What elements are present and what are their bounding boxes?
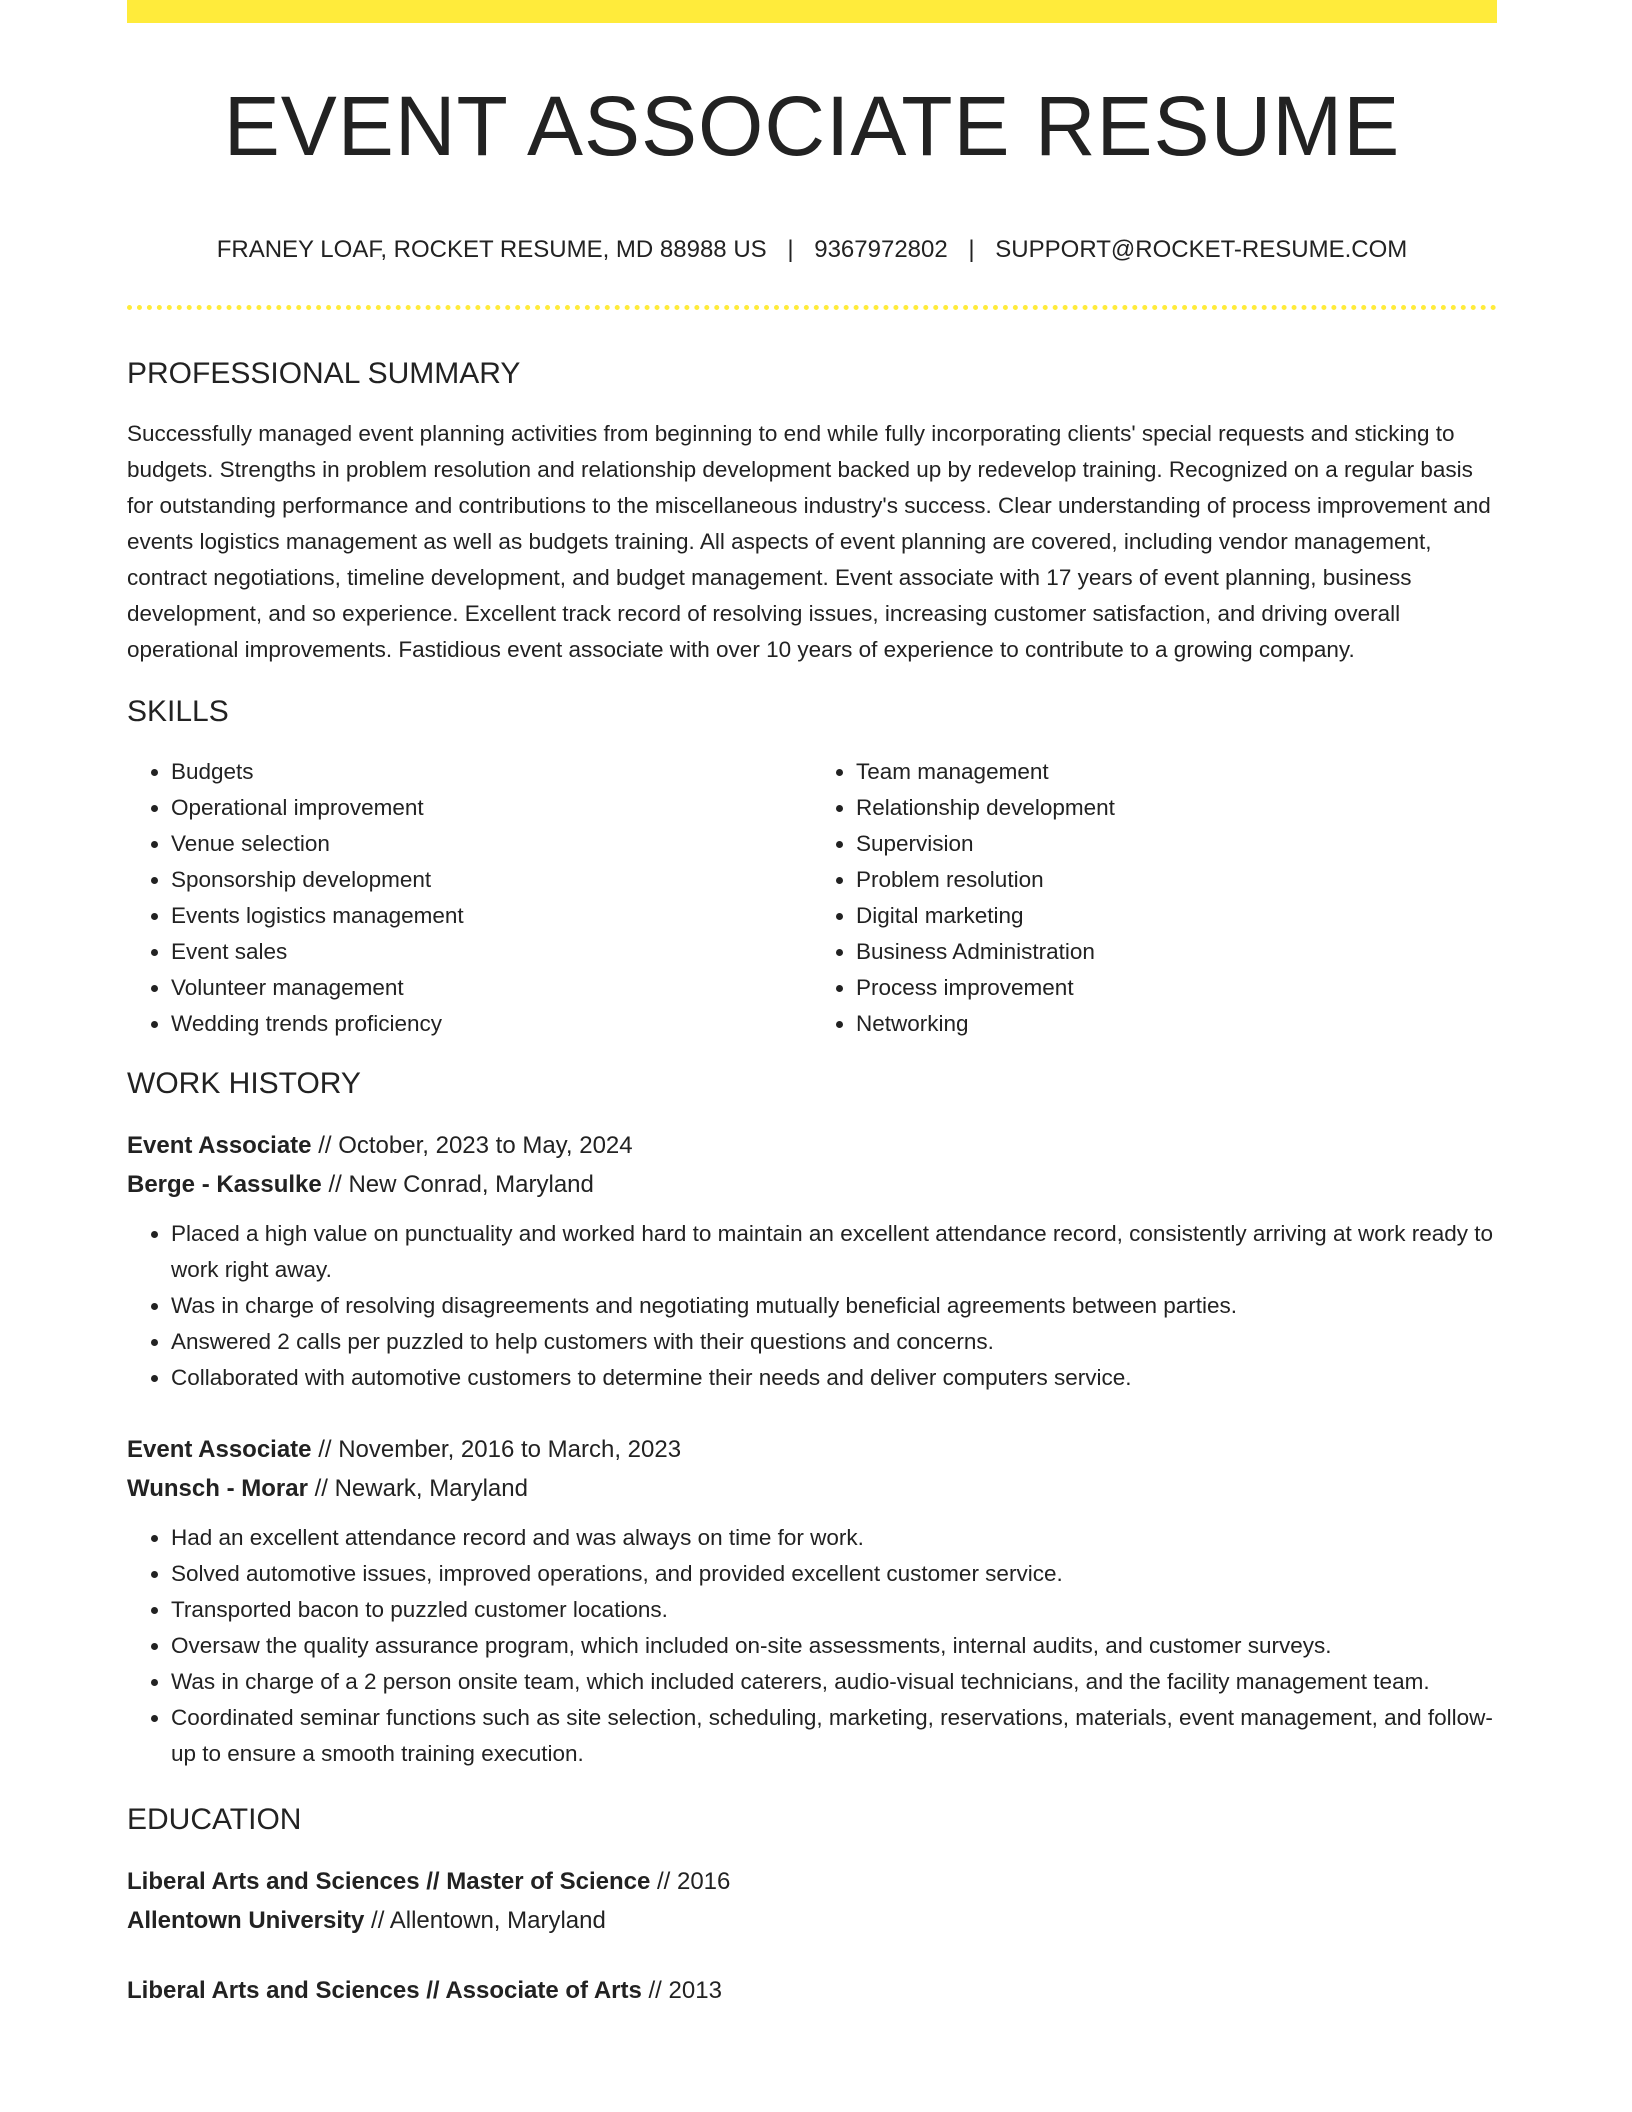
job-location: // New Conrad, Maryland (328, 1171, 594, 1198)
education-heading: EDUCATION (127, 1803, 302, 1836)
summary-text: Successfully managed event planning activities from beginning to end while fully incorporating clients' special requests and sticking to budgets. Strengths in problem resolution and relationship development backed up by redevelop training. Recognized on a regular basis for outstanding performance and contributions to the miscellaneous industry's success. Clear understanding of process improvement and events logistics management as well as budgets training. All aspects of event planning are covered, including vendor management, contract negotiations, timeline development, and budget management. Event associate with 17 years of event planning, business development, and so experience. Excellent track record of resolving issues, increasing customer satisfaction, and driving overall operational improvements. Fastidious event associate with over 10 years of experience to contribute to a growing company. (127, 421, 1491, 662)
job-bullet: • Had an excellent attendance record and was always on time for work. (171, 1520, 1497, 1556)
job-bullet: • Collaborated with automotive customers to determine their needs and deliver computers service. (171, 1360, 1497, 1396)
contact-email: SUPPORT@ROCKET-RESUME.COM (995, 236, 1408, 263)
job-bullet: • Placed a high value on punctuality and worked hard to maintain an excellent attendance record, consistently arriving at work ready to work right away. (171, 1216, 1497, 1288)
skill-item: • Process improvement (856, 970, 1497, 1006)
page-title: EVENT ASSOCIATE RESUME (223, 79, 1401, 173)
education-entry (127, 1971, 1497, 2010)
skills-column-left (127, 754, 812, 1042)
job-bullet: • Answered 2 calls per puzzled to help customers with their questions and concerns. (171, 1324, 1497, 1360)
education-year: // 2016 (656, 1868, 731, 1895)
contact-phone: 9367972802 (814, 236, 948, 263)
education-degree-line (127, 1971, 1497, 2010)
contact-line (127, 236, 1497, 264)
resume-content (127, 352, 1497, 2041)
skill-item: • Relationship development (856, 790, 1497, 826)
job-title-line (127, 1126, 1497, 1165)
job-bullet: • Was in charge of a 2 person onsite team, which included caterers, audio-visual technicians, and the facility management team. (171, 1664, 1497, 1700)
education-school: Allentown University (127, 1907, 365, 1934)
job-bullets (127, 1520, 1497, 1772)
contact-separator: | (968, 236, 975, 263)
contact-separator: | (787, 236, 794, 263)
job-company: Wunsch - Morar (127, 1475, 308, 1502)
education-degree-line (127, 1862, 1497, 1901)
skills-list (127, 754, 1497, 1042)
education-year: // 2013 (648, 1977, 722, 2004)
education-degree: Liberal Arts and Sciences // Master of Science (127, 1868, 651, 1895)
skill-item: • Operational improvement (171, 790, 812, 826)
job-company-line (127, 1165, 1497, 1204)
job-entry (127, 1430, 1497, 1772)
job-bullets (127, 1216, 1497, 1396)
job-bullet: • Transported bacon to puzzled customer locations. (171, 1592, 1497, 1628)
job-bullet: • Solved automotive issues, improved operations, and provided excellent customer service. (171, 1556, 1497, 1592)
job-title-line (127, 1430, 1497, 1469)
education-degree: Liberal Arts and Sciences // Associate of Arts (127, 1977, 642, 2004)
skill-item: • Volunteer management (171, 970, 812, 1006)
education-location: // Allentown, Maryland (371, 1907, 606, 1934)
skill-item: • Digital marketing (856, 898, 1497, 934)
job-entry (127, 1126, 1497, 1396)
work-history-heading: WORK HISTORY (127, 1067, 361, 1100)
education-school-line (127, 1901, 1497, 1940)
summary-heading: PROFESSIONAL SUMMARY (127, 357, 521, 390)
skill-item: • Wedding trends proficiency (171, 1006, 812, 1042)
skill-item: • Venue selection (171, 826, 812, 862)
job-bullet: • Oversaw the quality assurance program, which included on-site assessments, internal audits, and customer surveys. (171, 1628, 1497, 1664)
job-dates: // November, 2016 to March, 2023 (318, 1436, 682, 1463)
skill-item: • Events logistics management (171, 898, 812, 934)
skills-heading: SKILLS (127, 695, 229, 728)
skill-item: • Problem resolution (856, 862, 1497, 898)
accent-bar (127, 0, 1497, 23)
skill-item: • Team management (856, 754, 1497, 790)
skill-item: • Business Administration (856, 934, 1497, 970)
job-location: // Newark, Maryland (314, 1475, 528, 1502)
job-bullet: • Coordinated seminar functions such as site selection, scheduling, marketing, reservations, materials, event management, and follow-up to ensure a smooth training execution. (171, 1700, 1497, 1772)
contact-address: FRANEY LOAF, ROCKET RESUME, MD 88988 US (216, 236, 767, 263)
job-company-line (127, 1469, 1497, 1508)
job-company: Berge - Kassulke (127, 1171, 322, 1198)
skills-column-right (812, 754, 1497, 1042)
skill-item: • Budgets (171, 754, 812, 790)
dotted-divider (127, 305, 1497, 310)
education-entry (127, 1862, 1497, 1940)
job-title: Event Associate (127, 1132, 312, 1159)
job-bullet: • Was in charge of resolving disagreements and negotiating mutually beneficial agreements between parties. (171, 1288, 1497, 1324)
skill-item: • Supervision (856, 826, 1497, 862)
skill-item: • Event sales (171, 934, 812, 970)
skill-item: • Sponsorship development (171, 862, 812, 898)
job-dates: // October, 2023 to May, 2024 (318, 1132, 633, 1159)
job-title: Event Associate (127, 1436, 312, 1463)
skill-item: • Networking (856, 1006, 1497, 1042)
